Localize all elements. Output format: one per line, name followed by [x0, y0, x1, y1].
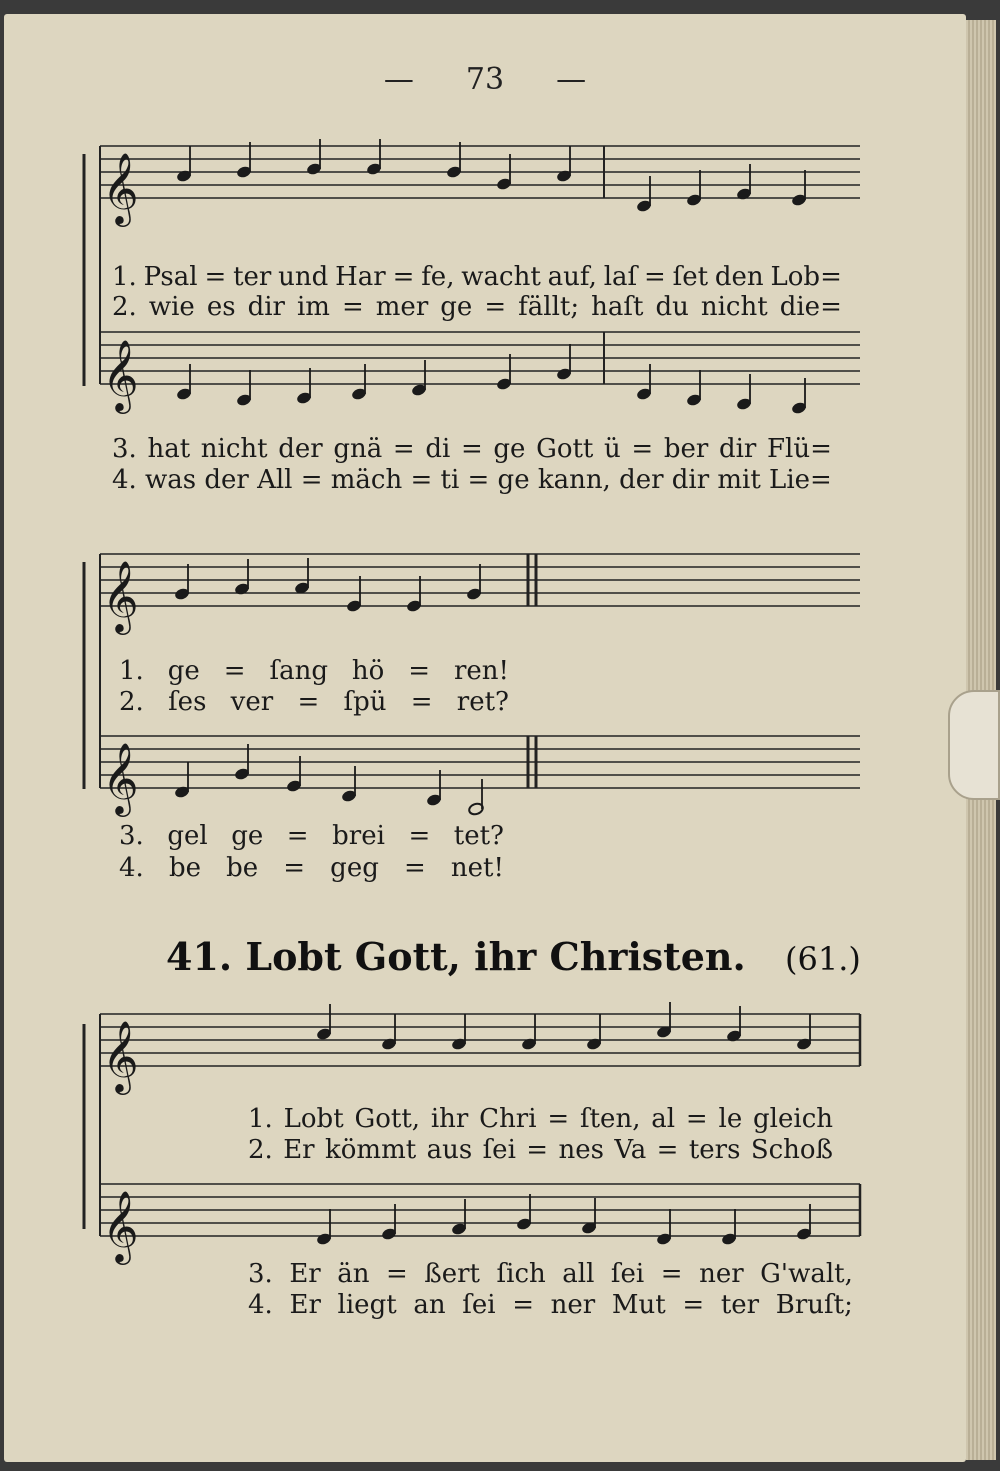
lyric-syllable: mäch	[330, 465, 403, 495]
lyric-line	[119, 853, 504, 883]
lyric-syllable: 3.	[248, 1259, 273, 1289]
lyric-syllable: ſei	[482, 1135, 516, 1165]
lyric-syllable: laſ	[603, 262, 638, 292]
music-staves	[4, 14, 966, 1462]
lyric-syllable: =	[403, 853, 426, 883]
lyric-syllable: ge	[440, 292, 473, 322]
lyric-syllable: Mut	[611, 1290, 666, 1320]
lyric-syllable: 1.	[112, 262, 137, 292]
lyric-syllable: ſes	[168, 687, 207, 717]
lyric-syllable: ge	[493, 434, 526, 464]
lyric-syllable: ter	[233, 262, 272, 292]
lyric-line	[112, 434, 832, 464]
lyric-syllable: hat	[147, 434, 191, 464]
lyric-syllable: be	[226, 853, 259, 883]
lyric-syllable: kömmt	[325, 1135, 417, 1165]
lyric-syllable: =	[660, 1259, 683, 1289]
lyric-syllable: =	[656, 1135, 679, 1165]
lyric-syllable: auf,	[547, 262, 597, 292]
lyric-syllable: di	[425, 434, 451, 464]
lyric-syllable: =	[410, 465, 433, 495]
lyric-syllable: 4.	[248, 1290, 273, 1320]
lyric-syllable: ver	[230, 687, 274, 717]
hymn-number: 41.	[166, 934, 233, 979]
lyric-syllable: kann,	[537, 465, 611, 495]
lyric-syllable: 1.	[119, 656, 144, 686]
lyric-syllable: der	[204, 465, 249, 495]
lyric-syllable: liegt	[337, 1290, 397, 1320]
lyric-syllable: Flü=	[767, 434, 832, 464]
lyric-syllable: =	[297, 687, 320, 717]
lyric-syllable: ret?	[456, 687, 509, 717]
treble-clef: 𝄞	[102, 338, 139, 411]
lyric-syllable: 3.	[112, 434, 137, 464]
lyric-line	[119, 656, 509, 686]
lyric-syllable: ters	[688, 1135, 741, 1165]
lyric-syllable: fe,	[421, 262, 455, 292]
lyric-syllable: =	[631, 434, 654, 464]
lyric-syllable: tet?	[453, 821, 504, 851]
lyric-syllable: ßert	[424, 1259, 480, 1289]
lyric-syllable: =	[643, 262, 666, 292]
lyric-syllable: =	[392, 434, 415, 464]
lyric-syllable: än	[337, 1259, 370, 1289]
lyric-syllable: nicht	[200, 434, 268, 464]
lyric-syllable: =	[682, 1290, 705, 1320]
lyric-line	[119, 821, 504, 851]
lyric-syllable: all	[562, 1259, 595, 1289]
lyric-syllable: =	[204, 262, 227, 292]
lyric-syllable: =	[512, 1290, 534, 1320]
lyric-syllable: ber	[663, 434, 709, 464]
lyric-syllable: nes	[558, 1135, 604, 1165]
lyric-syllable: ihr	[430, 1104, 469, 1134]
lyric-syllable: All	[257, 465, 293, 495]
lyric-syllable: 2.	[119, 687, 144, 717]
lyric-syllable: =	[685, 1104, 708, 1134]
lyric-line	[248, 1290, 853, 1320]
lyric-syllable: im	[296, 292, 330, 322]
lyric-syllable: =	[467, 465, 490, 495]
lyric-syllable: =	[283, 853, 306, 883]
lyric-syllable: 2.	[112, 292, 137, 322]
lyric-syllable: was	[145, 465, 197, 495]
lyric-syllable: =	[484, 292, 507, 322]
lyric-syllable: Er	[289, 1259, 321, 1289]
lyric-syllable: =	[408, 821, 431, 851]
lyric-syllable: mit	[717, 465, 761, 495]
lyric-syllable: =	[286, 821, 309, 851]
lyric-syllable: ſten,	[579, 1104, 641, 1134]
dash-left: —	[383, 62, 414, 97]
lyric-syllable: der	[619, 465, 664, 495]
lyric-syllable: ge	[167, 656, 200, 686]
lyric-line	[112, 292, 842, 322]
lyric-syllable: ü	[604, 434, 621, 464]
lyric-syllable: wacht	[461, 262, 541, 292]
lyric-syllable: und	[278, 262, 329, 292]
lyric-syllable: 4.	[119, 853, 144, 883]
lyric-syllable: die=	[779, 292, 842, 322]
lyric-syllable: ner	[550, 1290, 596, 1320]
lyric-syllable: Er	[283, 1135, 315, 1165]
lyric-syllable: Har	[335, 262, 386, 292]
lyric-syllable: gleich	[753, 1104, 833, 1134]
lyric-syllable: 4.	[112, 465, 137, 495]
lyric-syllable: ſei	[462, 1290, 496, 1320]
treble-clef: 𝄞	[102, 151, 139, 224]
lyric-syllable: dir	[718, 434, 757, 464]
lyric-line	[248, 1104, 833, 1134]
lyric-line	[112, 262, 842, 292]
lyric-syllable: ge	[231, 821, 264, 851]
lyric-syllable: geg	[330, 853, 379, 883]
lyric-syllable: ſet	[672, 262, 709, 292]
lyric-syllable: =	[408, 656, 431, 686]
lyric-syllable: =	[223, 656, 246, 686]
lyric-syllable: dir	[671, 465, 710, 495]
book-page	[4, 14, 966, 1462]
lyric-syllable: gnä	[333, 434, 383, 464]
lyric-syllable: ner	[699, 1259, 744, 1289]
lyric-syllable: ge	[497, 465, 530, 495]
lyric-syllable: be	[168, 853, 201, 883]
lyric-syllable: =	[392, 262, 415, 292]
lyric-syllable: 2.	[248, 1135, 273, 1165]
lyric-syllable: haſt	[591, 292, 644, 322]
bookmark-tab	[948, 690, 1000, 800]
lyric-syllable: mer	[375, 292, 429, 322]
lyric-syllable: hö	[351, 656, 385, 686]
hymn-title	[166, 934, 861, 979]
lyric-syllable: Chri	[479, 1104, 537, 1134]
lyric-syllable: Gott,	[354, 1104, 421, 1134]
lyric-syllable: du	[655, 292, 689, 322]
lyric-syllable: 3.	[119, 821, 144, 851]
lyric-syllable: den	[714, 262, 764, 292]
page-number-value: 73	[465, 62, 505, 97]
lyric-syllable: =	[547, 1104, 570, 1134]
lyric-line	[112, 465, 832, 495]
lyric-syllable: ſang	[269, 656, 328, 686]
lyric-line	[248, 1135, 833, 1165]
lyric-syllable: ſpü	[343, 687, 387, 717]
lyric-syllable: Lie=	[769, 465, 832, 495]
lyric-syllable: dir	[247, 292, 285, 322]
treble-clef: 𝄞	[102, 1189, 139, 1262]
treble-clef: 𝄞	[102, 559, 139, 632]
dash-right: —	[556, 62, 587, 97]
lyric-syllable: Lobt	[283, 1104, 344, 1134]
lyric-syllable: fällt;	[518, 292, 580, 322]
lyric-syllable: wie	[148, 292, 195, 322]
lyric-syllable: net!	[450, 853, 504, 883]
lyric-syllable: ter	[720, 1290, 760, 1320]
lyric-syllable: brei	[332, 821, 385, 851]
lyric-syllable: =	[410, 687, 433, 717]
lyric-syllable: le	[718, 1104, 743, 1134]
lyric-syllable: ſich	[496, 1259, 546, 1289]
lyric-syllable: ſei	[610, 1259, 645, 1289]
lyric-syllable: al	[651, 1104, 676, 1134]
treble-clef: 𝄞	[102, 741, 139, 814]
treble-clef: 𝄞	[102, 1019, 139, 1092]
lyric-syllable: es	[206, 292, 236, 322]
lyric-syllable: Gott	[536, 434, 594, 464]
lyric-syllable: =	[460, 434, 483, 464]
melody-reference: (61.)	[785, 940, 861, 978]
lyric-syllable: gel	[167, 821, 208, 851]
lyric-syllable: ti	[440, 465, 460, 495]
lyric-syllable: Va	[614, 1135, 647, 1165]
lyric-line	[248, 1259, 853, 1289]
lyric-syllable: Er	[289, 1290, 321, 1320]
hymn-title-text: Lobt Gott, ihr Christen.	[245, 934, 746, 979]
lyric-syllable: an	[413, 1290, 446, 1320]
lyric-syllable: Bruſt;	[775, 1290, 853, 1320]
lyric-syllable: Psal	[143, 262, 198, 292]
lyric-line	[119, 687, 509, 717]
lyric-syllable: der	[278, 434, 323, 464]
lyric-syllable: =	[386, 1259, 408, 1289]
lyric-syllable: G'walt,	[760, 1259, 853, 1289]
lyric-syllable: 1.	[248, 1104, 273, 1134]
lyric-syllable: =	[526, 1135, 549, 1165]
lyric-syllable: nicht	[700, 292, 768, 322]
lyric-syllable: =	[300, 465, 323, 495]
lyric-syllable: =	[341, 292, 364, 322]
lyric-syllable: Schoß	[750, 1135, 833, 1165]
lyric-syllable: ren!	[453, 656, 509, 686]
lyric-syllable: aus	[426, 1135, 473, 1165]
lyric-syllable: Lob=	[770, 262, 842, 292]
